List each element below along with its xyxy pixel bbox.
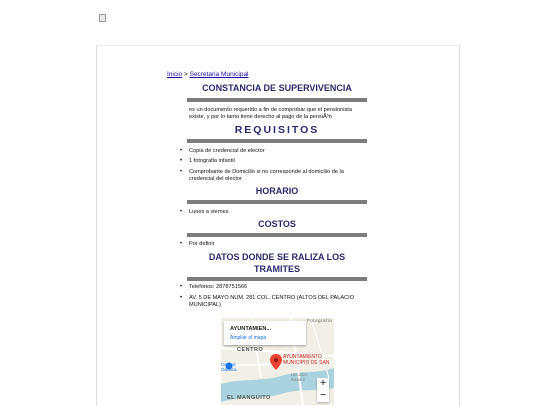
breadcrumb xyxy=(167,71,249,78)
list-item: • Telefonos: 2878751566 xyxy=(180,284,360,291)
list-item: • Copia de credencial de elector xyxy=(180,148,360,155)
breadcrumb-section-link[interactable]: Secretaria Municipal xyxy=(189,71,249,78)
list-item: • Comprobante de Domicilio si no corresponde al domicilio de la credencial del elector xyxy=(180,169,360,183)
requisitos-divider xyxy=(187,139,367,143)
map-label-central: Central Oaxaca xyxy=(221,362,237,372)
zoom-in-button[interactable]: + xyxy=(320,378,326,389)
map-zoom-control xyxy=(317,378,329,402)
list-item: • 1 fotografia infantil xyxy=(180,158,360,165)
embedded-map[interactable] xyxy=(221,318,334,405)
datos-divider xyxy=(187,277,367,281)
map-label-manguito: EL MANGUITO xyxy=(227,395,271,401)
map-place-name: AYUNTAMIEN... xyxy=(230,326,272,332)
pin-center xyxy=(274,358,278,362)
list-item: • Lunes a viernes xyxy=(180,209,360,216)
description-text: es un documento requerido a fin de comprobar que el pensionista existe, y por lo tanto tiene derecho al pago de la pensiÃ³n xyxy=(189,107,352,120)
broken-header-image xyxy=(99,14,106,22)
horario-heading: HORARIO xyxy=(255,186,299,196)
horario-divider xyxy=(187,200,367,204)
map-label-centro: CENTRO xyxy=(237,347,264,353)
list-item: • Por definir xyxy=(180,241,360,248)
map-label-fotografia: Fotografia xyxy=(307,318,333,323)
map-road xyxy=(311,318,329,378)
map-place-card xyxy=(224,321,306,345)
list-item: • AV. 5 DE MAYO NUM. 281 COL. CENTRO (ALTOS DEL PALACIO MUNICIPAL) xyxy=(180,295,360,309)
zoom-out-button[interactable]: − xyxy=(320,390,326,401)
page-title: CONSTANCIA DE SUPERVIVENCIA xyxy=(202,83,352,93)
breadcrumb-home-link[interactable]: Inicio xyxy=(167,71,183,78)
breadcrumb-separator: > xyxy=(184,71,188,78)
map-pin-label: AYUNTAMIENTO MUNICIPIO DE SAN xyxy=(283,354,330,366)
datos-heading: DATOS DONDE SE RALIZA LOS TRAMITES xyxy=(208,252,346,274)
costos-divider xyxy=(187,233,367,237)
requisitos-heading: REQUISITOS xyxy=(234,124,320,136)
costos-heading: COSTOS xyxy=(258,219,296,229)
map-enlarge-link[interactable]: Ampliar el mapa xyxy=(230,335,267,341)
title-divider xyxy=(187,98,367,102)
map-label-helado: HELADO RAMEZ xyxy=(291,372,308,382)
